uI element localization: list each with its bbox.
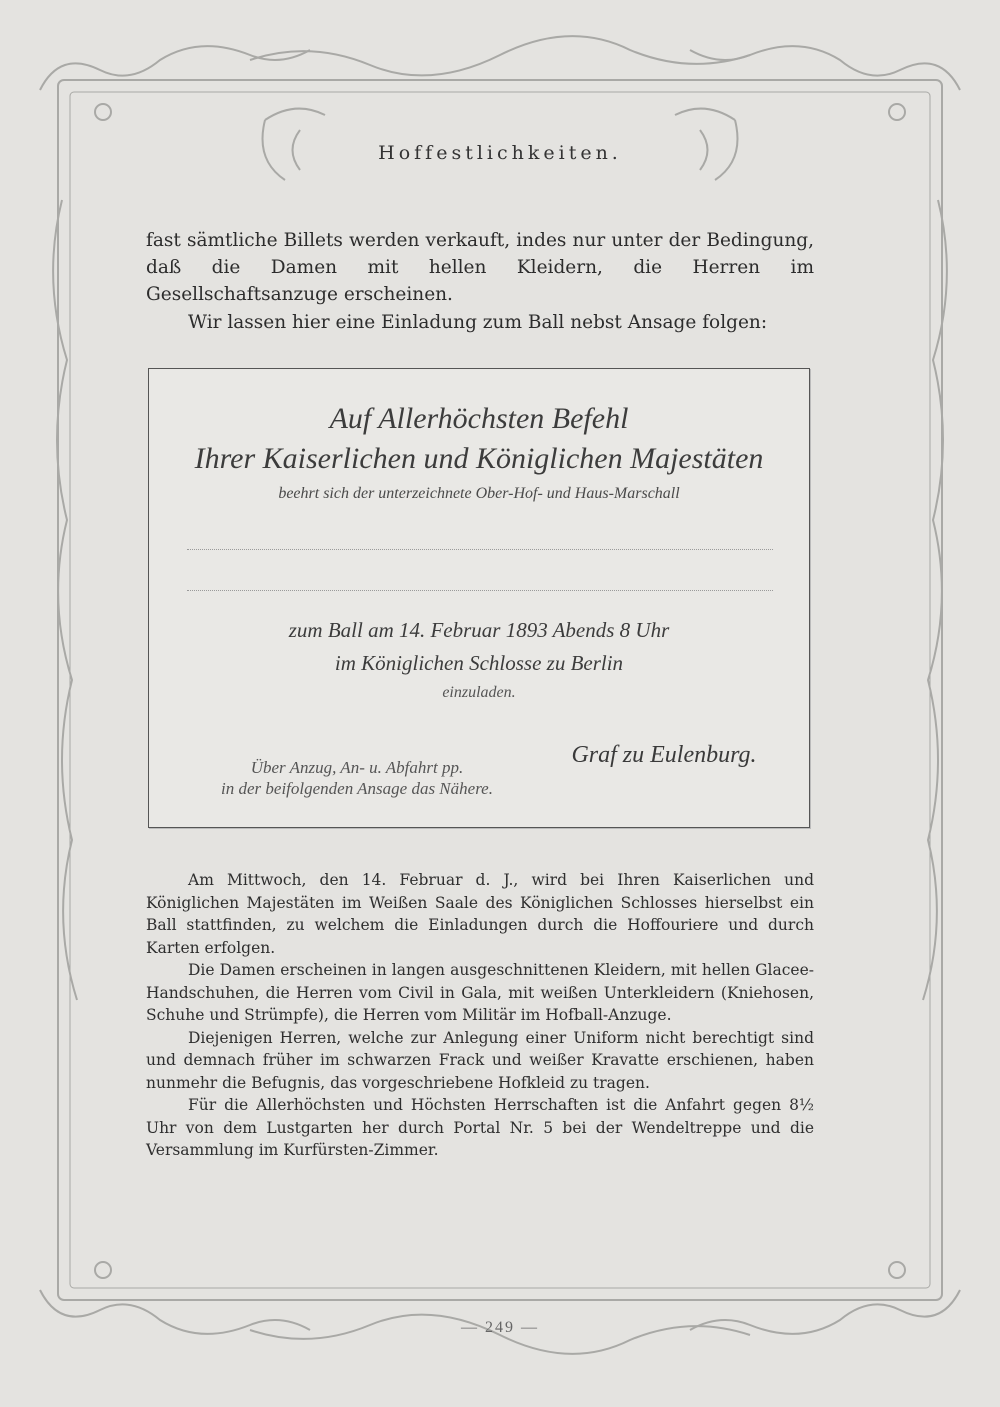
invitation-card <box>148 368 810 828</box>
invitation-signature: Graf zu Eulenburg. <box>571 742 757 768</box>
invitation-note-line-1: Über Anzug, An- u. Abfahrt pp. <box>250 758 464 777</box>
invitation-line-3: beehrt sich der unterzeichnete Ober-Hof- und Haus-Marschall <box>278 485 680 502</box>
intro-paragraph-2: Wir lassen hier eine Einladung zum Ball nebst Ansage folgen: <box>188 312 768 333</box>
running-header: Hoffestlichkeiten. <box>378 142 622 164</box>
invitation-line-2: Ihrer Kaiserlichen und Königlichen Majestäten <box>194 442 764 475</box>
page-number: — 249 — <box>461 1319 539 1336</box>
invitation-line-5: im Königlichen Schlosse zu Berlin <box>334 651 624 675</box>
body-paragraph-4: Für die Allerhöchsten und Höchsten Herrschaften ist die Anfahrt gegen 8½ Uhr von dem Lustgarten her durch Portal Nr. 5 bei der Wendeltreppe und die Versammlung im Kurfürsten-Zimmer. <box>146 1096 814 1159</box>
invitation-line-1: Auf Allerhöchsten Befehl <box>329 402 629 435</box>
body-paragraph-2: Die Damen erscheinen in langen ausgeschnittenen Kleidern, mit hellen Glacee-Handschuhen, die Herren vom Civil in Gala, mit weißen Unterkleidern (Kniehosen, Schuhe und Strümpfe), die Herren vom Militär im Hofball-Anzuge. <box>146 961 814 1024</box>
body-paragraph-3: Diejenigen Herren, welche zur Anlegung einer Uniform nicht berechtigt sind und demnach früher im schwarzen Frack und weißer Kravatte erschienen, haben nunmehr die Befugnis, das vorgeschriebene Hofkleid zu tragen. <box>146 1028 814 1092</box>
dotted-fill-line <box>187 549 773 550</box>
dotted-fill-line <box>187 590 773 591</box>
invitation-note-line-2: in der beifolgenden Ansage das Nähere. <box>221 779 493 798</box>
intro-paragraph-1: fast sämtliche Billets werden verkauft, indes nur unter der Bedingung, daß die Damen mit hellen Kleidern, die Herren im Gesellschaftsanzuge erscheinen. <box>146 230 814 305</box>
invitation-line-6: einzuladen. <box>442 684 516 701</box>
body-text <box>146 869 814 1162</box>
invitation-line-4: zum Ball am 14. Februar 1893 Abends 8 Uhr <box>288 618 670 642</box>
body-paragraph-1: Am Mittwoch, den 14. Februar d. J., wird bei Ihren Kaiserlichen und Königlichen Majestäten im Weißen Saale des Königlichen Schlosses hierselbst ein Ball stattfinden, zu welchem die Einladungen durch die Hoffouriere und durch Karten erfolgen. <box>146 871 814 957</box>
